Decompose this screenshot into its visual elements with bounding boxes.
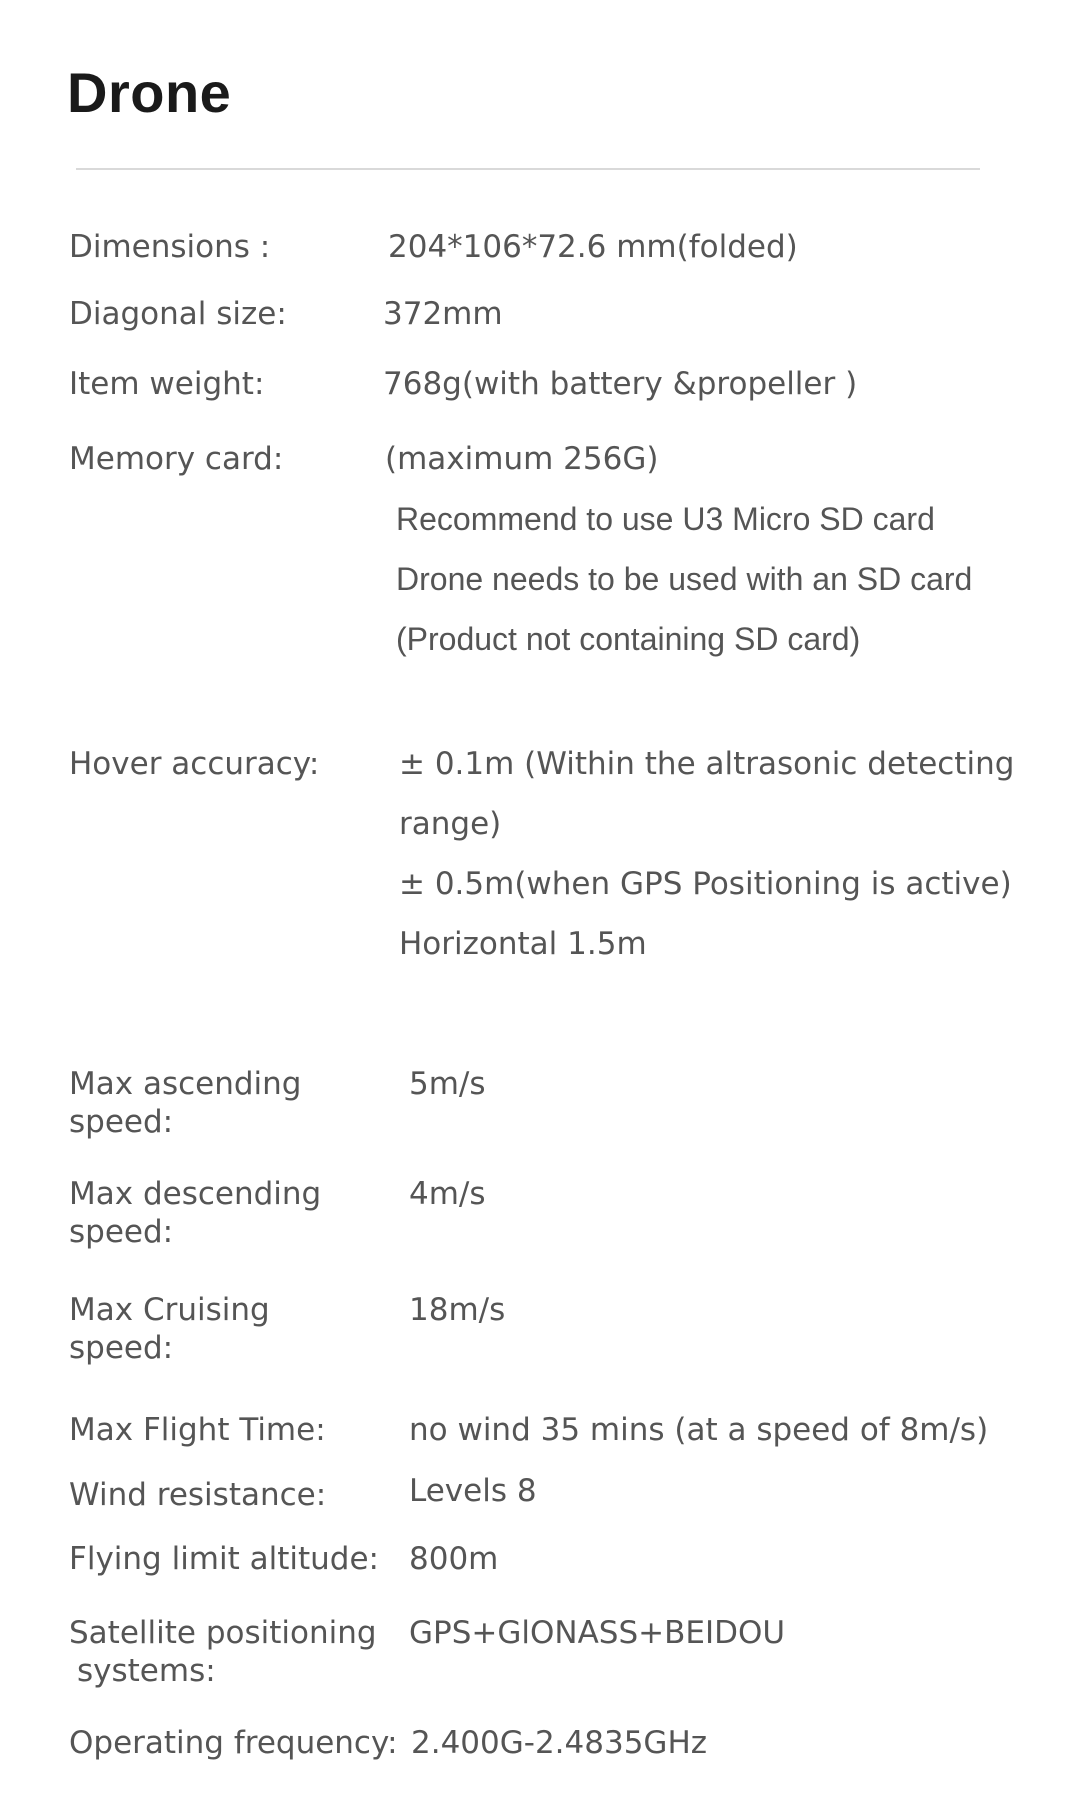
flying-limit-altitude-label: Flying limit altitude: — [69, 1541, 379, 1577]
max-flight-time-label: Max Flight Time: — [69, 1412, 326, 1448]
wind-resistance-value: Levels 8 — [409, 1473, 537, 1509]
max-descending-speed-value: 4m/s — [409, 1176, 486, 1212]
diagonal-size-label: Diagonal size: — [69, 296, 287, 332]
memory-card-note: Recommend to use U3 Micro SD card — [396, 501, 935, 537]
max-cruising-speed-value: 18m/s — [409, 1292, 506, 1328]
max-cruising-speed-label: Max Cruising — [69, 1292, 270, 1328]
operating-frequency-value: 2.400G-2.4835GHz — [411, 1725, 708, 1761]
memory-card-label: Memory card: — [69, 441, 284, 477]
wind-resistance-label: Wind resistance: — [69, 1477, 327, 1513]
satellite-positioning-value: GPS+GlONASS+BEIDOU — [409, 1615, 786, 1651]
max-ascending-speed-value: 5m/s — [409, 1066, 486, 1102]
memory-card-value: (maximum 256G) — [385, 441, 659, 477]
satellite-positioning-label: Satellite positioning — [69, 1615, 377, 1651]
operating-frequency-label: Operating frequency: — [69, 1725, 398, 1761]
diagonal-size-value: 372mm — [383, 296, 503, 332]
memory-card-note: (Product not containing SD card) — [396, 621, 861, 657]
hover-accuracy-label: Hover accuracy: — [69, 746, 320, 782]
dimensions-value: 204*106*72.6 mm(folded) — [388, 229, 798, 265]
hover-accuracy-line: Horizontal 1.5m — [399, 926, 647, 962]
satellite-positioning-label: systems: — [77, 1653, 216, 1689]
hover-accuracy-line: ± 0.5m(when GPS Positioning is active) — [399, 866, 1012, 902]
divider — [76, 168, 980, 170]
max-ascending-speed-label: Max ascending — [69, 1066, 302, 1102]
item-weight-label: Item weight: — [69, 366, 265, 402]
dimensions-label: Dimensions : — [69, 229, 271, 265]
memory-card-note: Drone needs to be used with an SD card — [396, 561, 973, 597]
max-cruising-speed-label: speed: — [69, 1330, 174, 1366]
hover-accuracy-line: range) — [399, 806, 502, 842]
max-flight-time-value: no wind 35 mins (at a speed of 8m/s) — [409, 1412, 989, 1448]
item-weight-value: 768g(with battery &propeller ) — [383, 366, 858, 402]
flying-limit-altitude-value: 800m — [409, 1541, 499, 1577]
page-title: Drone — [67, 61, 232, 124]
max-descending-speed-label: speed: — [69, 1214, 174, 1250]
max-descending-speed-label: Max descending — [69, 1176, 322, 1212]
hover-accuracy-line: ± 0.1m (Within the altrasonic detecting — [399, 746, 1015, 782]
max-ascending-speed-label: speed: — [69, 1104, 174, 1140]
